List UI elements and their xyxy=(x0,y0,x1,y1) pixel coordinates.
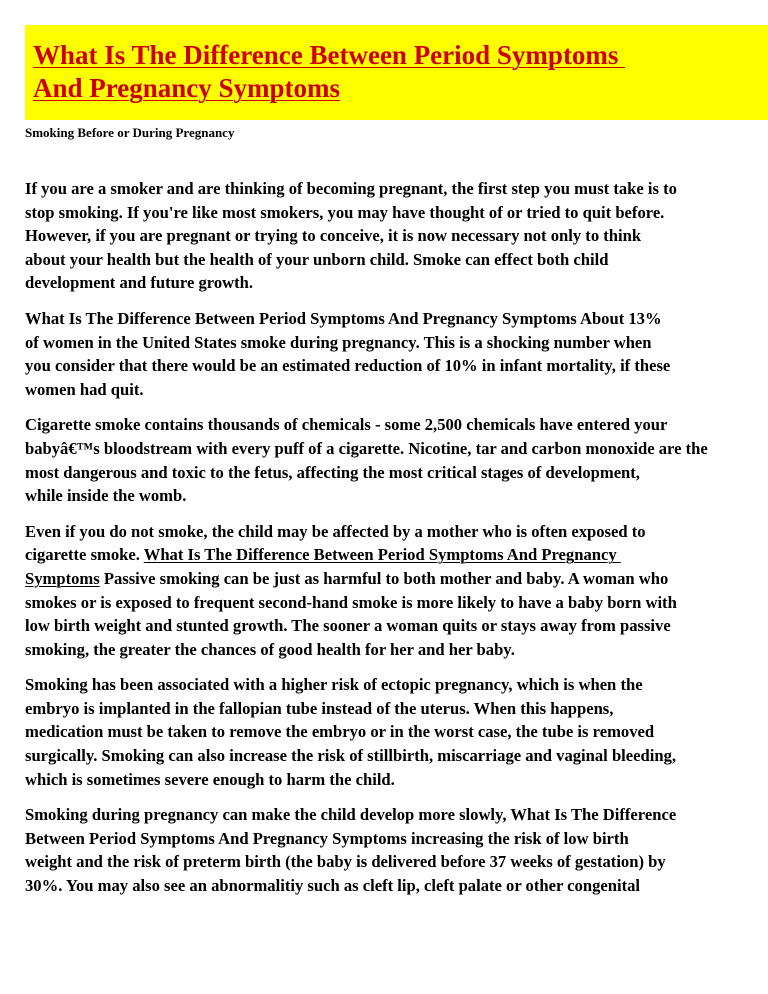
paragraph-line: Smoking has been associated with a higher risk of ectopic pregnancy, which is when the xyxy=(25,675,643,695)
paragraph-line: Even if you do not smoke, the child may be affected by a mother who is often exposed to xyxy=(25,521,646,541)
paragraph-line: What Is The Difference Between Period Symptoms And Pregnancy Symptoms About 13% xyxy=(25,308,662,328)
paragraph-line: stop smoking. If you're like most smokers, you may have thought of or tried to quit before. xyxy=(25,202,665,222)
paragraph-text: Passive smoking can be just as harmful to both mother and baby. A woman who xyxy=(99,568,669,588)
title-line-2[interactable]: And Pregnancy Symptoms xyxy=(33,73,341,103)
paragraph-5 xyxy=(25,673,768,791)
paragraph-line: most dangerous and toxic to the fetus, affecting the most critical stages of development, xyxy=(25,462,640,482)
paragraph-line: which is sometimes severe enough to harm the child. xyxy=(25,769,395,789)
paragraph-line: surgically. Smoking can also increase the risk of stillbirth, miscarriage and vaginal bleeding, xyxy=(25,746,677,766)
paragraph-line: women had quit. xyxy=(25,379,144,399)
paragraph-line: 30%. You may also see an abnormalitiy such as cleft lip, cleft palate or other congenital xyxy=(25,876,641,896)
page-title[interactable] xyxy=(33,39,768,105)
paragraph-3 xyxy=(25,413,768,507)
paragraph-1 xyxy=(25,177,768,295)
paragraph-line: smokes or is exposed to frequent second-hand smoke is more likely to have a baby born with xyxy=(25,592,677,612)
paragraph-4 xyxy=(25,520,768,662)
paragraph-line: while inside the womb. xyxy=(25,486,187,506)
paragraph-line xyxy=(25,543,768,567)
paragraph-line: embryo is implanted in the fallopian tube instead of the uterus. When this happens, xyxy=(25,698,614,718)
paragraph-line: babyâ€™s bloodstream with every puff of a cigarette. Nicotine, tar and carbon monoxide are the xyxy=(25,438,708,458)
paragraph-line: development and future growth. xyxy=(25,273,254,293)
paragraph-line xyxy=(25,567,768,591)
article-body xyxy=(25,177,768,910)
paragraph-line: However, if you are pregnant or trying to conceive, it is now necessary not only to think xyxy=(25,226,642,246)
paragraph-2 xyxy=(25,307,768,401)
paragraph-line: If you are a smoker and are thinking of becoming pregnant, the first step you must take is to xyxy=(25,179,677,198)
title-line-1[interactable]: What Is The Difference Between Period Symptoms xyxy=(33,40,626,70)
paragraph-line: low birth weight and stunted growth. The sooner a woman quits or stays away from passive xyxy=(25,616,671,636)
paragraph-line: Between Period Symptoms And Pregnancy Symptoms increasing the risk of low birth xyxy=(25,828,629,848)
title-banner xyxy=(25,25,768,120)
article-title-link[interactable]: Symptoms xyxy=(25,568,100,588)
paragraph-line: weight and the risk of preterm birth (the baby is delivered before 37 weeks of gestation) by xyxy=(25,852,666,872)
paragraph-line: Smoking during pregnancy can make the child develop more slowly, What Is The Difference xyxy=(25,805,677,825)
paragraph-line: medication must be taken to remove the embryo or in the worst case, the tube is removed xyxy=(25,722,655,742)
paragraph-6 xyxy=(25,803,768,897)
paragraph-line: Cigarette smoke contains thousands of chemicals - some 2,500 chemicals have entered your xyxy=(25,415,668,435)
section-subtitle: Smoking Before or During Pregnancy xyxy=(25,125,235,140)
paragraph-line: smoking, the greater the chances of good health for her and her baby. xyxy=(25,639,515,659)
paragraph-line: about your health but the health of your unborn child. Smoke can effect both child xyxy=(25,249,609,269)
paragraph-line: you consider that there would be an estimated reduction of 10% in infant mortality, if these xyxy=(25,356,671,376)
article-title-link[interactable]: What Is The Difference Between Period Symptoms And Pregnancy xyxy=(143,545,621,565)
paragraph-text: cigarette smoke. xyxy=(25,545,144,565)
paragraph-line: of women in the United States smoke during pregnancy. This is a shocking number when xyxy=(25,332,652,352)
